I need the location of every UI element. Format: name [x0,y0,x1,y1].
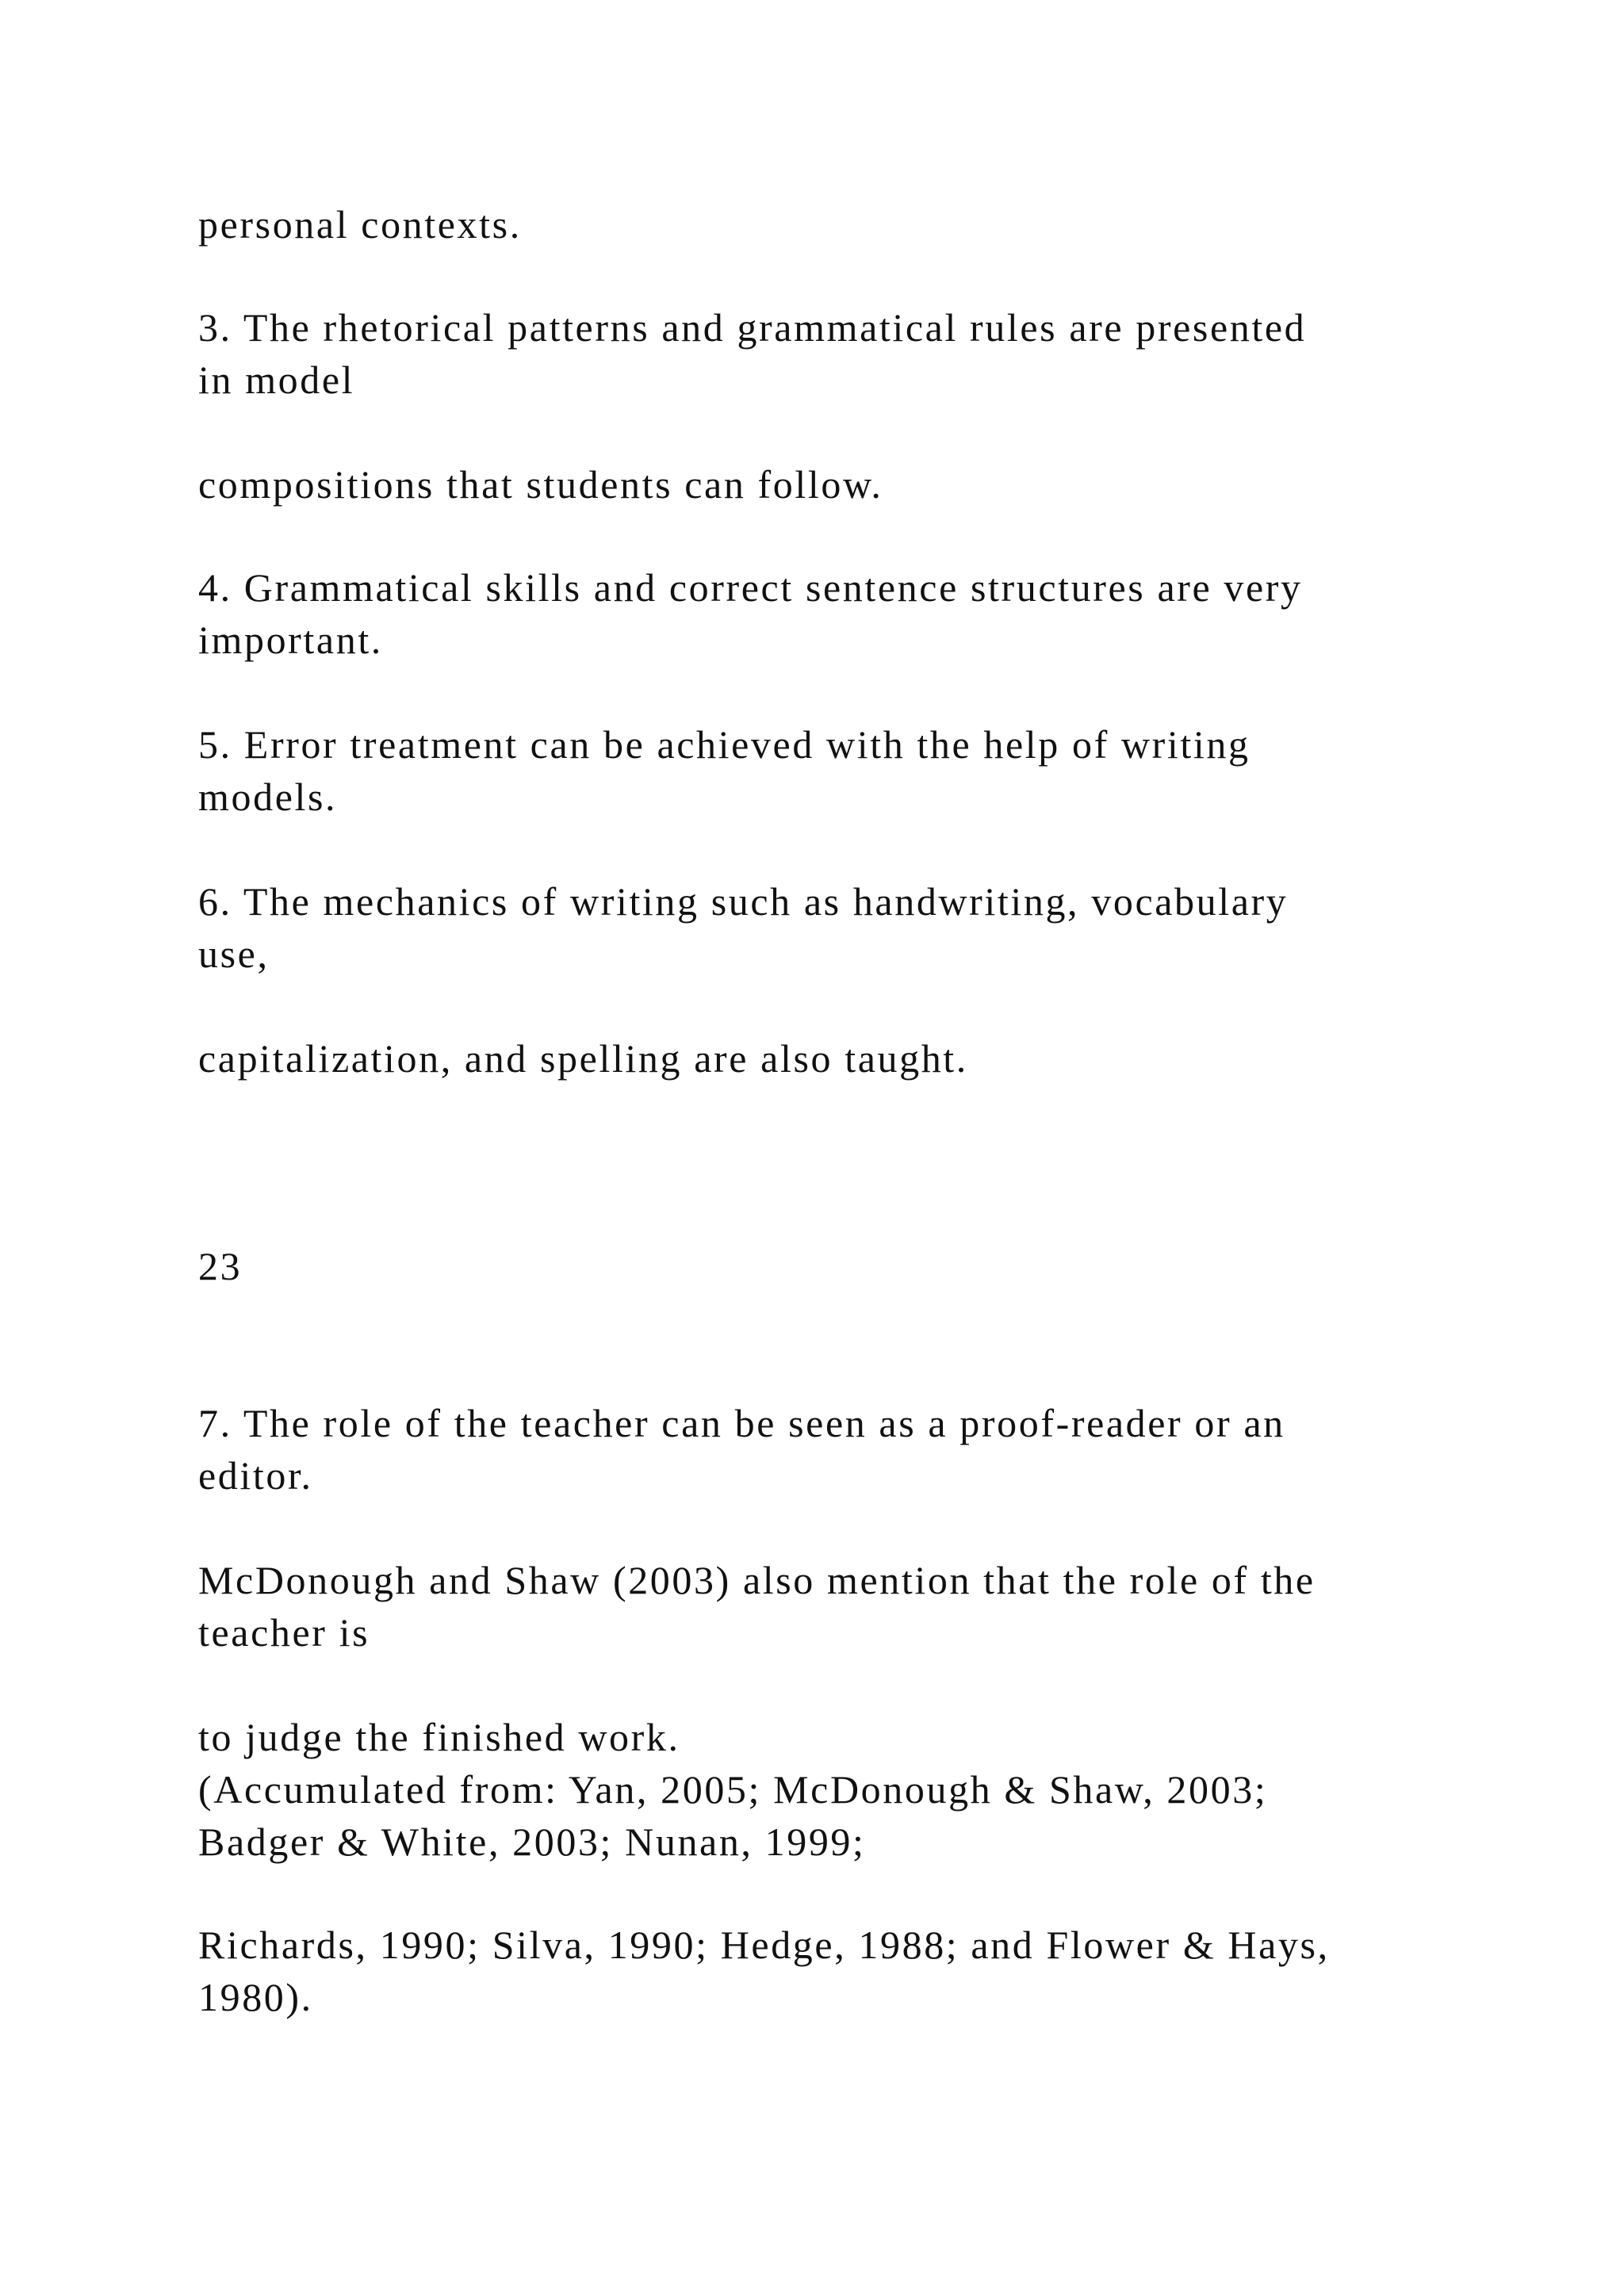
text-line: (Accumulated from: Yan, 2005; McDonough & Shaw, 2003; [198,1767,1268,1812]
text-line: Richards, 1990; Silva, 1990; Hedge, 1988; and Flower & Hays, [198,1923,1330,1967]
text-line: models. [198,775,338,819]
text-line: 1980). [198,1975,313,2019]
text-line: Badger & White, 2003; Nunan, 1999; [198,1820,866,1864]
text-line: 3. The rhetorical patterns and grammatical rules are presented [198,305,1307,350]
page-number: 23 [198,1244,243,1288]
text-line: compositions that students can follow. [198,462,883,507]
text-line: 6. The mechanics of writing such as handwriting, vocabulary [198,879,1289,924]
text-line: capitalization, and spelling are also taught. [198,1036,968,1081]
text-line: 4. Grammatical skills and correct sentence structures are very [198,565,1303,610]
text-line: 7. The role of the teacher can be seen as a proof-reader or an [198,1401,1285,1445]
text-line: editor. [198,1453,313,1498]
text-line: personal contexts. [198,202,522,247]
text-line: in model [198,358,355,402]
text-line: McDonough and Shaw (2003) also mention that the role of the [198,1558,1316,1602]
text-line: use, [198,932,270,976]
text-line: to judge the finished work. [198,1715,680,1759]
text-line: important. [198,618,383,662]
text-line: teacher is [198,1610,370,1655]
text-line: 5. Error treatment can be achieved with the help of writing [198,722,1251,767]
